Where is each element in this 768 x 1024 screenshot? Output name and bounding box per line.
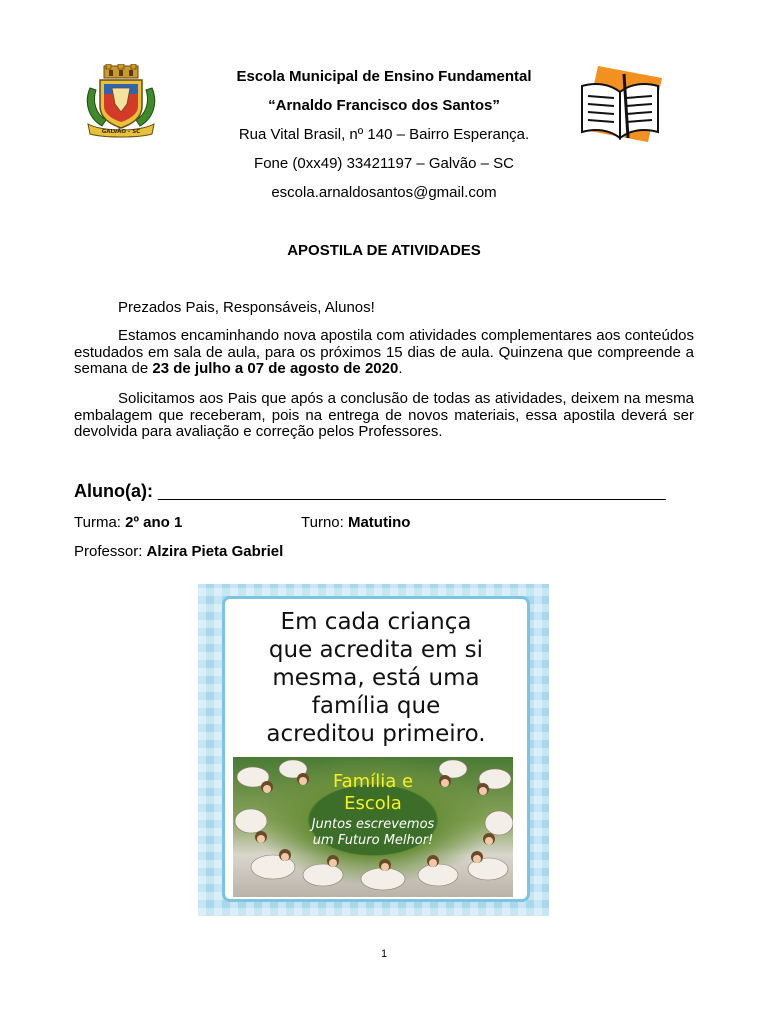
intro-paragraph bbox=[74, 328, 694, 378]
class-field bbox=[74, 514, 182, 531]
open-book-icon bbox=[576, 64, 664, 144]
poster-tagline-1: Juntos escrevemos bbox=[311, 817, 435, 832]
intro-text: Estamos encaminhando nova apostila com atividades complementares aos conteúdos estudados em sala de aula, para os próximos 15 dias de aula. Quinzena que compreende a semana de bbox=[74, 327, 694, 377]
instructions-paragraph bbox=[74, 391, 694, 441]
crest-ribbon-text: GALVÃO - SC bbox=[101, 129, 141, 135]
instructions-text: Solicitamos aos Pais que após a conclusão de todas as atividades, deixem na mesma embalagem que receberam, pois na entrega de novos materiais, essa apostila deverá ser devolvida para avaliação e correção pelos Professores. bbox=[74, 390, 694, 440]
greeting bbox=[74, 300, 694, 317]
quote-line-2: que acredita em si bbox=[268, 637, 484, 663]
poster-card bbox=[222, 596, 530, 902]
class-label: Turma: bbox=[74, 514, 121, 531]
quote-line-4: família que bbox=[311, 693, 441, 719]
document-title: APOSTILA DE ATIVIDADES bbox=[287, 242, 481, 259]
school-honoree: “Arnaldo Francisco dos Santos” bbox=[268, 97, 500, 114]
children-photo bbox=[233, 757, 513, 897]
student-label: Aluno(a): bbox=[74, 481, 153, 501]
school-address: Rua Vital Brasil, nº 140 – Bairro Esperança. bbox=[238, 126, 530, 143]
student-name-line[interactable]: ___________________________________________________________ bbox=[158, 484, 666, 501]
intro-end: . bbox=[398, 360, 403, 377]
poster-quote bbox=[225, 607, 527, 767]
quote-line-5: acreditou primeiro. bbox=[266, 721, 486, 747]
municipal-crest-logo bbox=[82, 64, 160, 138]
teacher-field bbox=[74, 543, 283, 560]
teacher-label: Professor: bbox=[74, 543, 143, 560]
school-header bbox=[200, 66, 568, 206]
school-email: escola.arnaldosantos@gmail.com bbox=[271, 184, 497, 201]
greeting-text: Prezados Pais, Responsáveis, Alunos! bbox=[118, 299, 375, 316]
shift-value: Matutino bbox=[347, 514, 411, 531]
shift-field bbox=[301, 514, 410, 531]
period-dates: 23 de julho a 07 de agosto de 2020 bbox=[152, 360, 399, 377]
school-name: Escola Municipal de Ensino Fundamental bbox=[236, 68, 532, 85]
school-phone: Fone (0xx49) 33421197 – Galvão – SC bbox=[254, 155, 514, 172]
teacher-value: Alzira Pieta Gabriel bbox=[146, 543, 284, 560]
quote-line-1: Em cada criança bbox=[280, 609, 472, 635]
page-number: 1 bbox=[380, 948, 388, 960]
quote-line-3: mesma, está uma bbox=[272, 665, 480, 691]
student-field[interactable] bbox=[74, 481, 665, 502]
class-value: 2º ano 1 bbox=[125, 514, 183, 531]
poster-tagline-2: um Futuro Melhor! bbox=[312, 833, 434, 848]
family-school-poster bbox=[198, 584, 549, 916]
poster-title-1: Família e bbox=[332, 771, 414, 792]
poster-title-2: Escola bbox=[344, 793, 402, 814]
shift-label: Turno: bbox=[301, 514, 344, 531]
